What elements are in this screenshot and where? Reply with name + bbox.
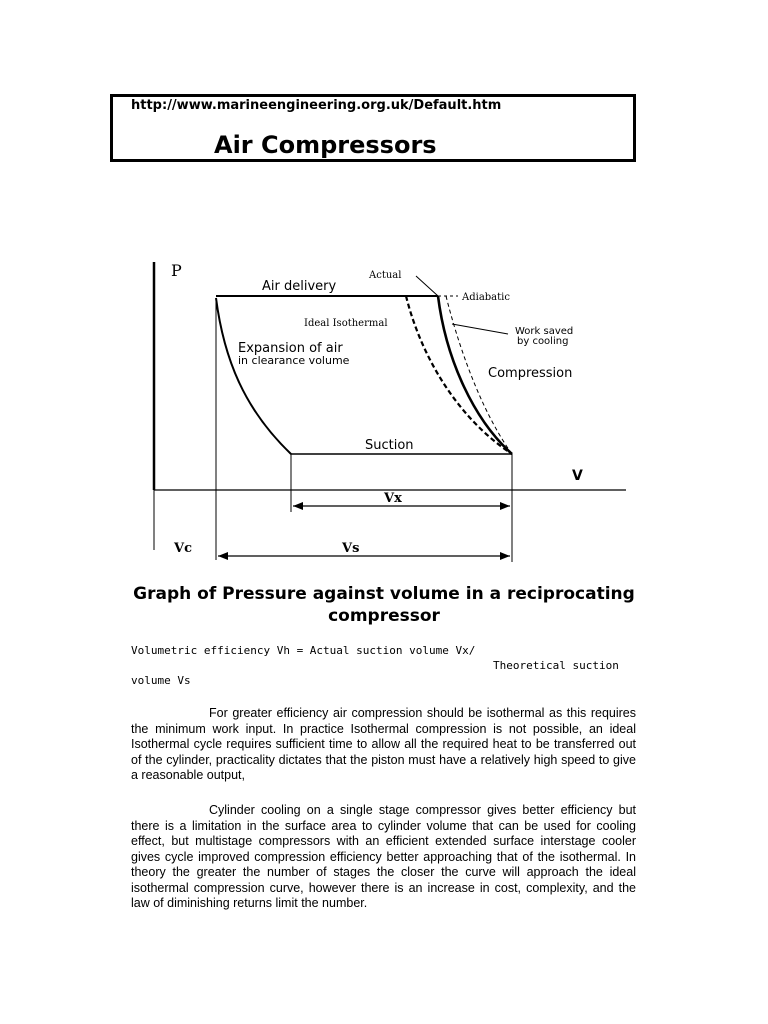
formula-line-2: Theoretical suction bbox=[493, 659, 619, 672]
work-saved-label-2: by cooling bbox=[517, 336, 569, 347]
formula-line-3: volume Vs bbox=[131, 674, 191, 687]
work-saved-label-1: Work saved bbox=[515, 326, 574, 337]
vs-arrow-right bbox=[500, 552, 510, 560]
vs-label: Vs bbox=[342, 541, 360, 556]
p-axis-label: P bbox=[171, 261, 182, 280]
compression-label: Compression bbox=[488, 366, 573, 381]
header-box bbox=[110, 94, 636, 162]
figure-caption: Graph of Pressure against volume in a reciprocating compressor bbox=[133, 584, 635, 626]
page-title: Air Compressors bbox=[214, 131, 437, 159]
air-delivery-label: Air delivery bbox=[262, 279, 337, 294]
formula-line-1: Volumetric efficiency Vh = Actual suction volume Vx/ bbox=[131, 644, 476, 657]
expansion-label-2: in clearance volume bbox=[238, 354, 350, 367]
v-axis-label: V bbox=[572, 468, 583, 484]
ideal-isothermal-label: Ideal Isothermal bbox=[304, 318, 388, 329]
expansion-label-1: Expansion of air bbox=[238, 341, 343, 356]
suction-label: Suction bbox=[365, 438, 414, 453]
pv-diagram bbox=[140, 250, 640, 570]
vx-arrow-left bbox=[293, 502, 303, 510]
vx-arrow-right bbox=[500, 502, 510, 510]
paragraph-isothermal: For greater efficiency air compression should be isothermal as this requires the minimum work input. In practice Isothermal compression is not possible, an ideal Isothermal cycle requires sufficient time to allow all the required heat to be transferred out of the cylinder, practicality dictates that the piston must have a relatively high speed to give a reasonable output, bbox=[131, 706, 636, 782]
actual-leader bbox=[416, 276, 438, 296]
adiabatic-label: Adiabatic bbox=[462, 292, 510, 303]
vs-arrow-left bbox=[218, 552, 228, 560]
vc-label: Vc bbox=[174, 541, 193, 556]
vx-label: Vx bbox=[384, 491, 402, 506]
actual-label: Actual bbox=[369, 270, 402, 281]
paragraph-cylinder-cooling: Cylinder cooling on a single stage compressor gives better efficiency but there is a limitation in the surface area to cylinder volume that can be used for cooling effect, but multistage compressors with an efficient extended surface interstage cooler gives cycle improved compression efficiency better approaching that of the isothermal. In theory the greater the number of stages the closer the curve will approach the ideal isothermal compression curve, however there is an increase in cost, complexity, and the law of diminishing returns limit the number. bbox=[131, 803, 636, 910]
source-url: http://www.marineengineering.org.uk/Default.htm bbox=[131, 98, 502, 113]
expansion-curve bbox=[216, 298, 291, 454]
work-saved-leader bbox=[452, 324, 508, 334]
